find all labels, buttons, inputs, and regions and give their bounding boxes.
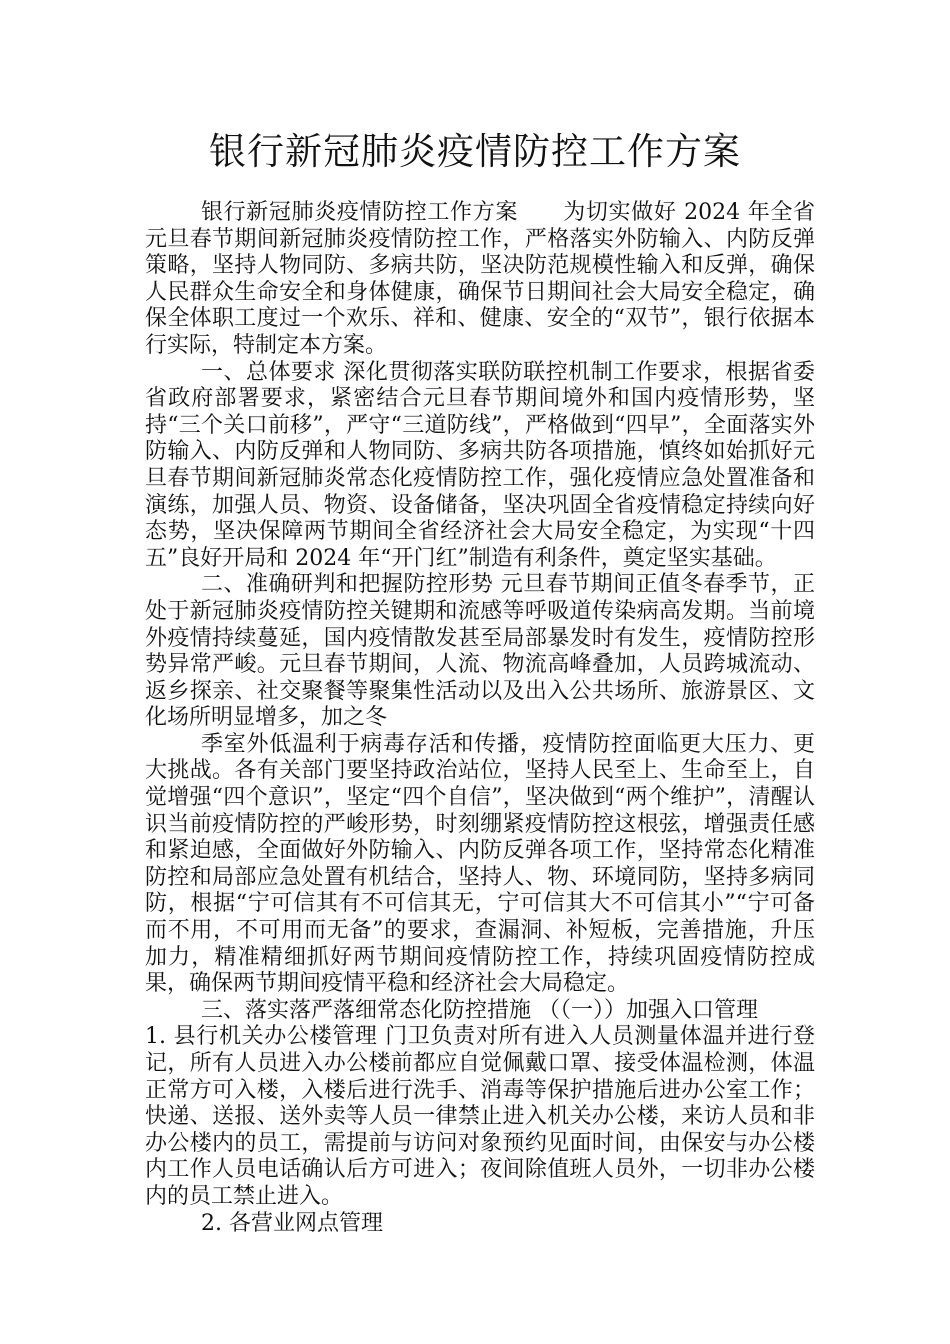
item-2-branch-management: 2. 各营业网点管理 — [201, 1210, 383, 1236]
section-2-continuation: 季室外低温利于病毒存活和传播，疫情防控面临更大压力、更大挑战。各有关部门要坚持政治站位，坚持人民至上、生命至上，自觉增强“四个意识”，坚定“四个自信”，坚决做到“两个维护”，清醒认识当前疫情防控的严峻形势，时刻绷紧疫情防控这根弦，增强责任感和紧迫感，全面做好外防输入、内防反弹各项工作，坚持常态化精准防控和局部应急处置有机结合，坚持人、物、环境同防，坚持多病同防，根据“宁可信其有不可信其无，宁可信其大不可信其小”“宁可备而不用，不可用而无备”的要求，查漏洞、补短板，完善措施，升压加力，精准精细抓好两节期间疫情防控工作，持续巩固疫情防控成果，确保两节期间疫情平稳和经济社会大局稳定。 — [145, 731, 815, 997]
item-1-office-building: 1. 县行机关办公楼管理 门卫负责对所有进入人员测量体温并进行登记，所有人员进入办公楼前都应自觉佩戴口罩、接受体温检测，体温正常方可入楼，入楼后进行洗手、消毒等保护措施后进办公室工作；快递、送报、送外卖等人员一律禁止进入机关办公楼，来访人员和非办公楼内的员工，需提前与访问对象预约见面时间，由保安与办公楼内工作人员电话确认后方可进入；夜间除值班人员外，一切非办公楼内的员工禁止进入。 — [145, 1024, 815, 1209]
section-2-situation-assessment: 二、准确研判和把握防控形势 元旦春节期间正值冬春季节，正处于新冠肺炎疫情防控关键期和流感等呼吸道传染病高发期。当前境外疫情持续蔓延，国内疫情散发甚至局部暴发时有发生，疫情防控形势异常严峻。元旦春节期间，人流、物流高峰叠加，人员跨城流动、返乡探亲、社交聚餐等聚集性活动以及出入公共场所、旅游景区、文化场所明显增多，加之冬 — [145, 572, 815, 731]
intro-paragraph: 银行新冠肺炎疫情防控工作方案 为切实做好 2024 年全省元旦春节期间新冠肺炎疫情防控工作，严格落实外防输入、内防反弹策略，坚持人物同防、多病共防，坚决防范规模性输入和反弹，确保人民群众生命安全和身体健康，确保节日期间社会大局安全稳定，确保全体职工度过一个欢乐、祥和、健康、安全的“双节”，银行依据本行实际，特制定本方案。 — [145, 200, 815, 358]
section-3-heading: 三、落实落严落细常态化防控措施 （（一））加强入口管理 — [201, 997, 758, 1023]
document-body — [145, 200, 815, 1237]
document-title: 银行新冠肺炎疫情防控工作方案 — [209, 130, 741, 173]
section-1-general-requirements: 一、总体要求 深化贯彻落实联防联控机制工作要求，根据省委省政府部署要求，紧密结合元旦春节期间境外和国内疫情形势，坚持“三个关口前移”，严守“三道防线”，严格做到“四早”，全面落实外防输入、内防反弹和人物同防、多病共防各项措施，慎终如始抓好元旦春节期间新冠肺炎常态化疫情防控工作，强化疫情应急处置准备和演练，加强人员、物资、设备储备，坚决巩固全省疫情稳定持续向好态势，坚决保障两节期间全省经济社会大局安全稳定，为实现“十四五”良好开局和 2024 年“开门红”制造有利条件，奠定坚实基础。 — [145, 359, 815, 571]
